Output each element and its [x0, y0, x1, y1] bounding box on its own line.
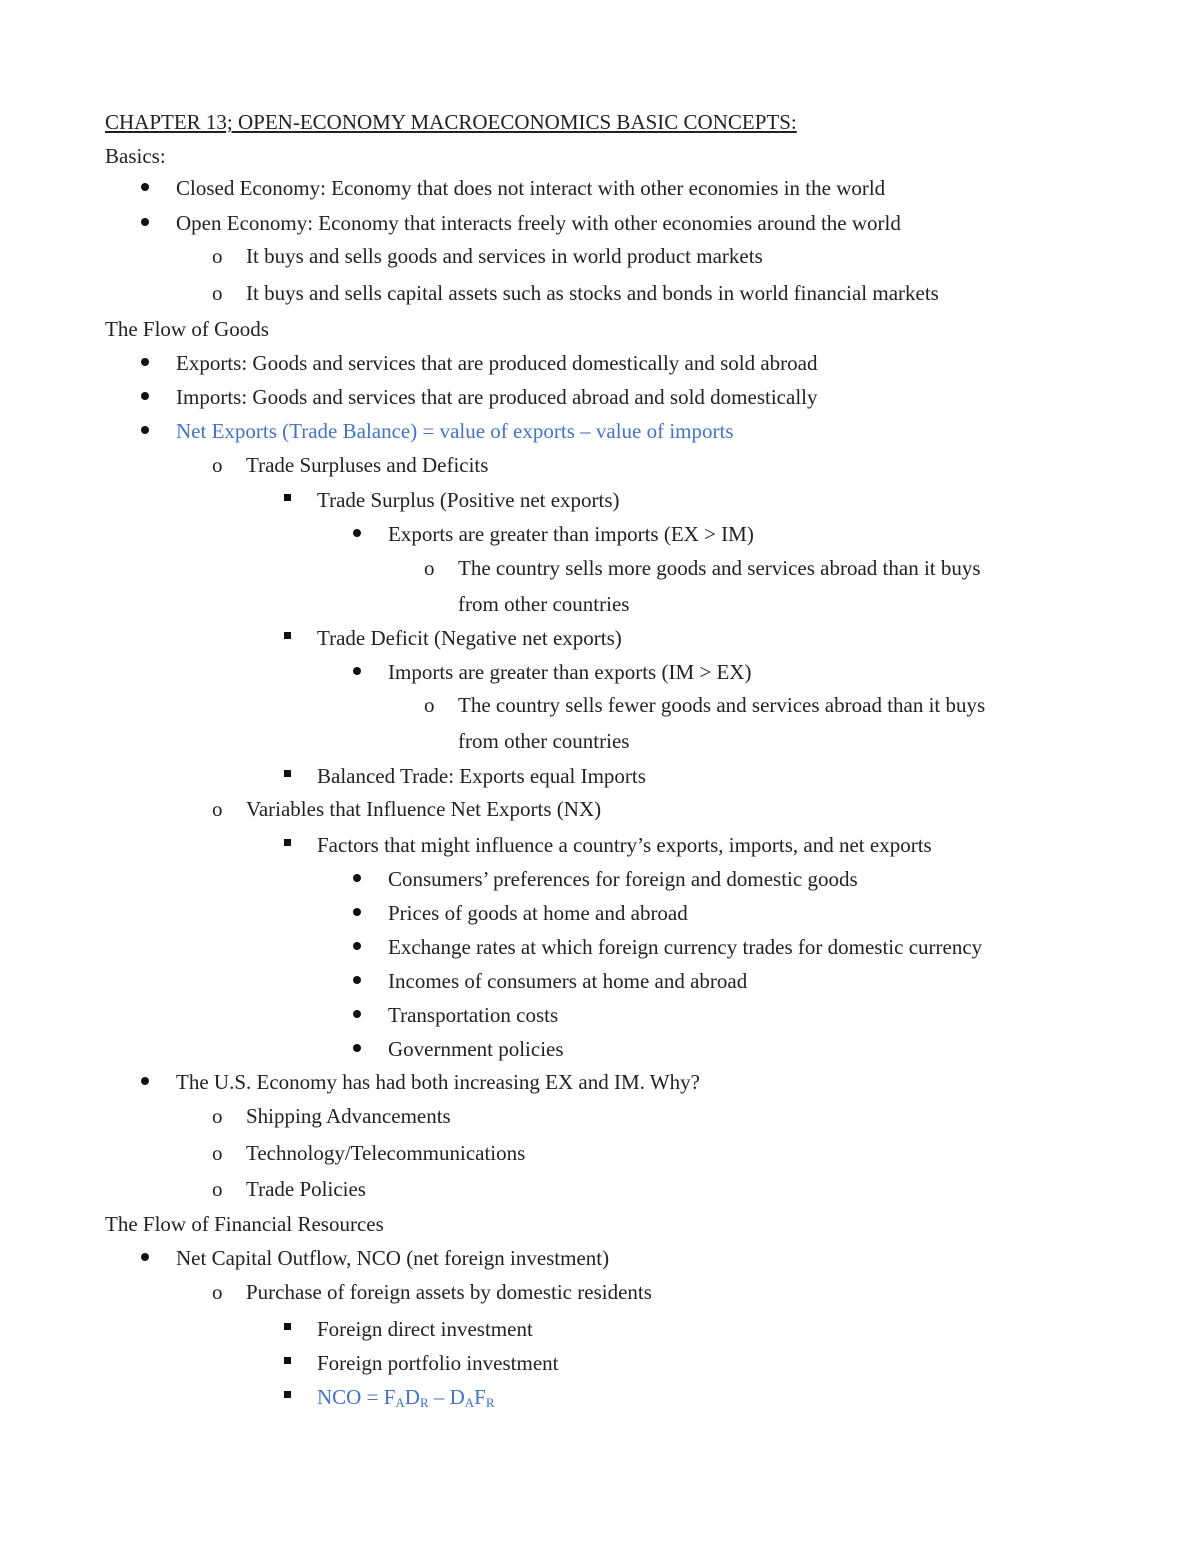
- list-item: Purchase of foreign assets by domestic residents: [246, 1280, 652, 1304]
- list-item: Foreign portfolio investment: [317, 1351, 559, 1375]
- factor-item: Exchange rates at which foreign currency trades for domestic currency: [388, 935, 983, 959]
- bullet-circle: o: [212, 453, 223, 477]
- factor-item: Incomes of consumers at home and abroad: [388, 969, 748, 993]
- bullet-circle: o: [212, 1104, 223, 1128]
- bullet-disc: [141, 218, 149, 226]
- bullet-square: [284, 1391, 291, 1398]
- bullet-disc: [141, 183, 149, 191]
- bullet-disc: [353, 1010, 361, 1018]
- reason-item: Technology/Telecommunications: [246, 1141, 526, 1165]
- list-item-continuation: from other countries: [458, 592, 630, 616]
- factor-item: Transportation costs: [388, 1003, 559, 1027]
- bullet-disc: [353, 976, 361, 984]
- bullet-disc: [353, 529, 361, 537]
- bullet-disc: [353, 1044, 361, 1052]
- list-item: Net Capital Outflow, NCO (net foreign investment): [176, 1246, 610, 1270]
- list-item: Foreign direct investment: [317, 1317, 533, 1341]
- bullet-disc: [353, 874, 361, 882]
- list-item: Factors that might influence a country’s exports, imports, and net exports: [317, 833, 932, 857]
- page-title: CHAPTER 13; OPEN-ECONOMY MACROECONOMICS BASIC CONCEPTS:: [105, 110, 797, 134]
- bullet-circle: o: [212, 1141, 223, 1165]
- bullet-circle: o: [212, 281, 223, 305]
- list-item: Imports are greater than exports (IM > EX): [388, 660, 752, 684]
- bullet-circle: o: [424, 556, 435, 580]
- bullet-disc: [141, 358, 149, 366]
- list-item: Imports: Goods and services that are produced abroad and sold domestically: [176, 385, 818, 409]
- list-item: It buys and sells capital assets such as stocks and bonds in world financial markets: [246, 281, 939, 305]
- list-item: Trade Surplus (Positive net exports): [317, 488, 620, 512]
- bullet-square: [284, 1323, 291, 1330]
- factor-item: Government policies: [388, 1037, 564, 1061]
- bullet-square: [284, 839, 291, 846]
- list-item: Open Economy: Economy that interacts freely with other economies around the world: [176, 211, 901, 235]
- bullet-disc: [141, 392, 149, 400]
- list-item: The country sells fewer goods and services abroad than it buys: [458, 693, 986, 717]
- factor-item: Consumers’ preferences for foreign and domestic goods: [388, 867, 858, 891]
- list-item: Closed Economy: Economy that does not interact with other economies in the world: [176, 176, 886, 200]
- bullet-disc: [141, 1253, 149, 1261]
- list-item-continuation: from other countries: [458, 729, 630, 753]
- bullet-circle: o: [212, 1177, 223, 1201]
- bullet-disc: [141, 426, 149, 434]
- bullet-square: [284, 1357, 291, 1364]
- list-item: Balanced Trade: Exports equal Imports: [317, 764, 646, 788]
- bullet-circle: o: [212, 244, 223, 268]
- bullet-disc: [353, 908, 361, 916]
- bullet-square: [284, 770, 291, 777]
- bullet-circle: o: [424, 693, 435, 717]
- list-item: It buys and sells goods and services in world product markets: [246, 244, 763, 268]
- reason-item: Trade Policies: [246, 1177, 366, 1201]
- factor-item: Prices of goods at home and abroad: [388, 901, 688, 925]
- list-item: Trade Deficit (Negative net exports): [317, 626, 622, 650]
- list-item: Exports are greater than imports (EX > IM): [388, 522, 754, 546]
- list-item: Variables that Influence Net Exports (NX): [246, 797, 602, 821]
- bullet-circle: o: [212, 797, 223, 821]
- reason-item: Shipping Advancements: [246, 1104, 451, 1128]
- bullet-circle: o: [212, 1280, 223, 1304]
- bullet-disc: [353, 942, 361, 950]
- bullet-square: [284, 632, 291, 639]
- section-heading-basics: Basics:: [105, 144, 166, 168]
- section-heading-financial: The Flow of Financial Resources: [105, 1212, 384, 1236]
- bullet-square: [284, 494, 291, 501]
- bullet-disc: [353, 667, 361, 675]
- list-item: The U.S. Economy has had both increasing EX and IM. Why?: [176, 1070, 700, 1094]
- list-item: Exports: Goods and services that are produced domestically and sold abroad: [176, 351, 818, 375]
- nco-formula: NCO = $F_AD_R - D_AF_R$: [317, 1385, 495, 1410]
- list-item: The country sells more goods and services abroad than it buys: [458, 556, 981, 580]
- section-heading-goods: The Flow of Goods: [105, 317, 269, 341]
- list-item: Trade Surpluses and Deficits: [246, 453, 489, 477]
- net-exports-definition: Net Exports (Trade Balance) = value of exports – value of imports: [176, 419, 734, 443]
- bullet-disc: [141, 1077, 149, 1085]
